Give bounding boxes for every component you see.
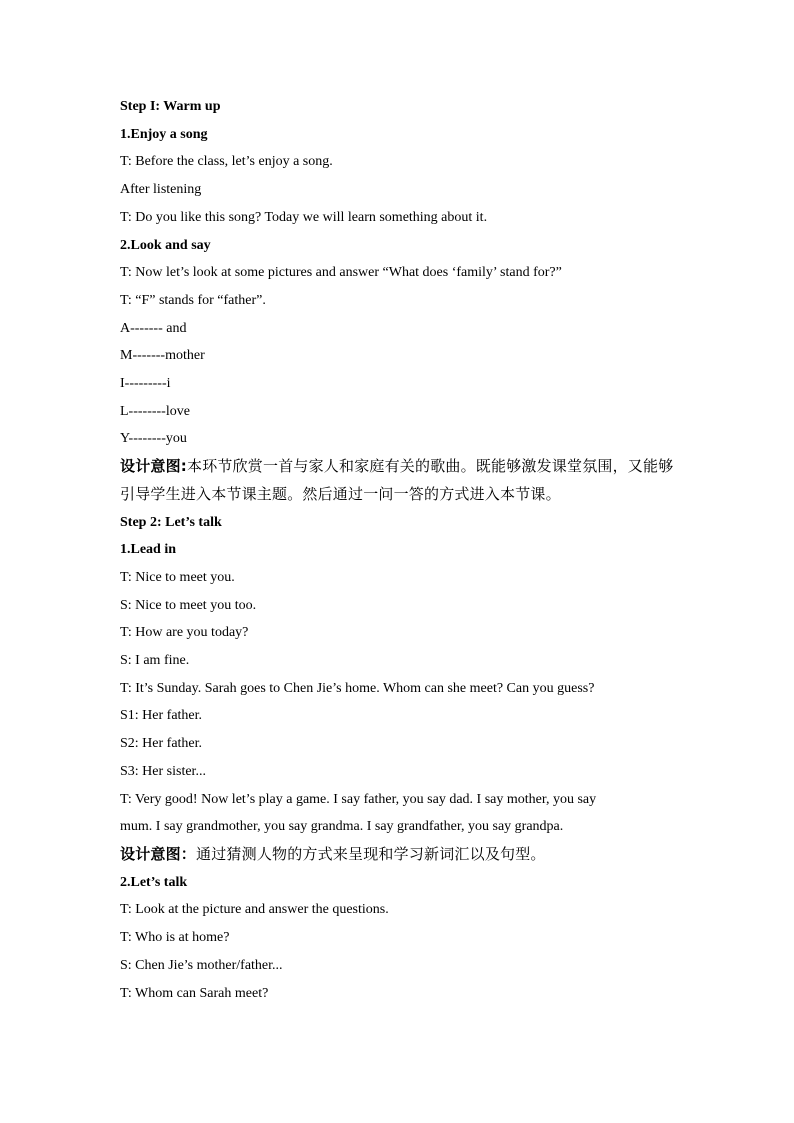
design-intent-paragraph [120, 453, 680, 508]
lets-talk-heading: 2.Let’s talk [120, 874, 188, 890]
text-line: T: Look at the picture and answer the questions. [120, 902, 389, 918]
text-line: T: “F” stands for “father”. [120, 292, 266, 308]
text-line: S1: Her father. [120, 708, 203, 724]
lead-in-heading: 1.Lead in [120, 542, 177, 558]
design-intent-text: 通过猜测人物的方式来呈现和学习新词汇以及句型。 [196, 844, 546, 863]
text-line: T: Before the class, let’s enjoy a song. [120, 154, 333, 170]
text-line: S: I am fine. [120, 653, 190, 669]
step-2-title: Step 2: Let’s talk [120, 514, 222, 530]
text-line: M-------mother [120, 348, 205, 364]
text-line: T: Nice to meet you. [120, 569, 235, 585]
step-1-title: Step I: Warm up [120, 99, 221, 114]
text-line: T: It’s Sunday. Sarah goes to Chen Jie’s home. Whom can she meet? Can you guess? [120, 680, 595, 696]
text-line: S2: Her father. [120, 736, 203, 752]
text-line: T: How are you today? [120, 625, 249, 641]
text-line: T: Very good! Now let’s play a game. I say father, you say dad. I say mother, you say [120, 791, 597, 807]
text-line: T: Who is at home? [120, 930, 230, 946]
text-line: Y--------you [120, 431, 187, 447]
look-and-say-heading: 2.Look and say [120, 237, 211, 253]
text-line: S3: Her sister... [120, 763, 206, 779]
text-line: T: Whom can Sarah meet? [120, 985, 269, 1001]
design-intent-label: 设计意图: [120, 457, 187, 476]
text-line: T: Do you like this song? Today we will learn something about it. [120, 209, 488, 225]
text-line: A------- and [120, 320, 187, 336]
text-line: T: Now let’s look at some pictures and answer “What does ‘family’ stand for?” [120, 265, 562, 281]
design-intent-paragraph [120, 841, 680, 869]
text-line: mum. I say grandmother, you say grandma. I say grandfather, you say grandpa. [120, 819, 564, 835]
text-line: S: Nice to meet you too. [120, 597, 257, 613]
lesson-plan-body [120, 93, 680, 1007]
text-line: After listening [120, 182, 202, 198]
text-line: I---------i [120, 376, 171, 392]
text-line: L--------love [120, 403, 190, 419]
text-line: S: Chen Jie’s mother/father... [120, 957, 283, 973]
enjoy-song-heading: 1.Enjoy a song [120, 126, 208, 142]
design-intent-label: 设计意图： [120, 844, 197, 863]
design-intent-text: 本环节欣赏一首与家人和家庭有关的歌曲。既能够激发课堂氛围，又能够引导学生进入本节课主题。然后通过一问一答的方式进入本节课。 [120, 457, 674, 503]
